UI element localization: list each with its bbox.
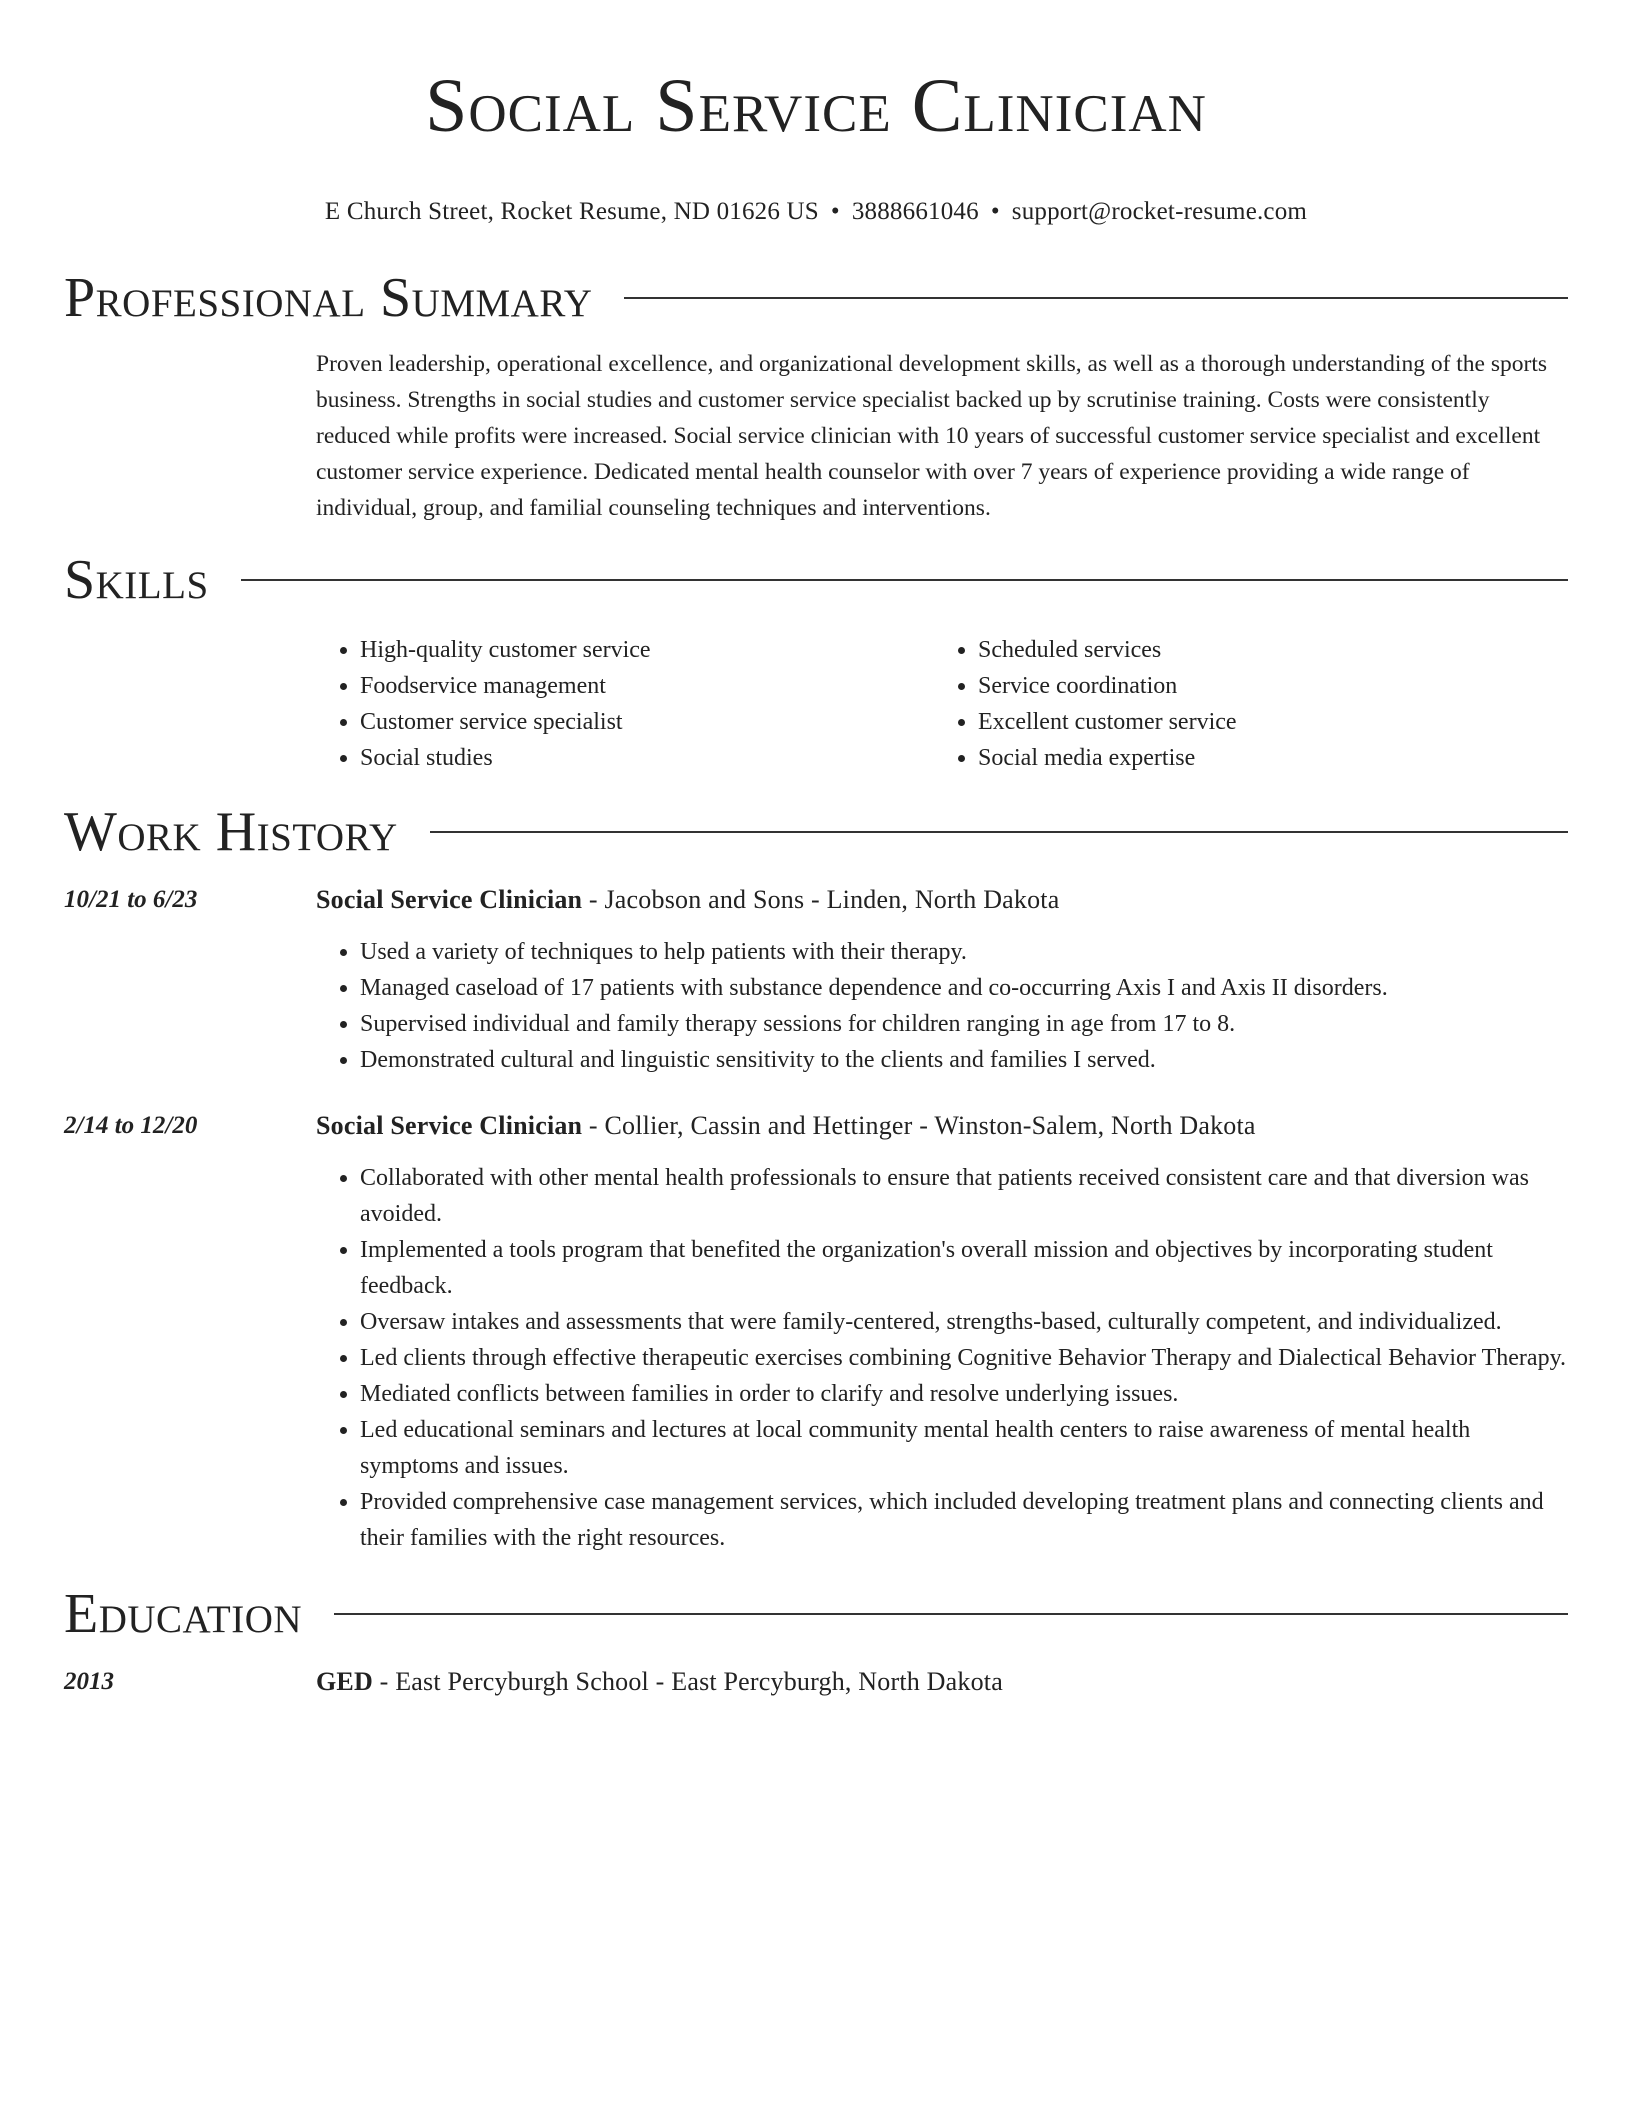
skill-item: • Customer service specialist xyxy=(360,704,934,740)
job-title: Social Service Clinician xyxy=(316,1111,583,1140)
skills-heading: Skills xyxy=(64,549,209,611)
education-details: - East Percyburgh School - East Percyburgh, North Dakota xyxy=(372,1667,1003,1696)
summary-section-header xyxy=(64,266,1568,330)
job-bullet: • Oversaw intakes and assessments that were family-centered, strengths-based, culturally competent, and individualized. xyxy=(360,1304,1568,1340)
skill-item: • Social media expertise xyxy=(978,740,1552,776)
section-divider xyxy=(430,831,1568,833)
work-heading: Work History xyxy=(64,801,398,863)
address: E Church Street, Rocket Resume, ND 01626 US xyxy=(324,198,819,225)
job-bullet: • Collaborated with other mental health professionals to ensure that patients received consistent care and that diversion was avoided. xyxy=(360,1160,1568,1232)
job-title-line xyxy=(316,1108,1568,1144)
skill-item: • Scheduled services xyxy=(978,632,1552,668)
phone: 3888661046 xyxy=(851,198,979,225)
job-entry xyxy=(64,882,1568,1078)
job-title: Social Service Clinician xyxy=(316,885,583,914)
separator-bullet: • xyxy=(990,198,1000,225)
contact-line xyxy=(64,196,1568,228)
job-bullet: • Managed caseload of 17 patients with substance dependence and co-occurring Axis I and Axis II disorders. xyxy=(360,970,1568,1006)
skills-column-left xyxy=(316,632,934,776)
job-bullet: • Implemented a tools program that benefited the organization's overall mission and objectives by incorporating student feedback. xyxy=(360,1232,1568,1304)
education-entry xyxy=(64,1664,1568,1700)
section-divider xyxy=(334,1613,1568,1615)
skill-item: • High-quality customer service xyxy=(360,632,934,668)
email: support@rocket-resume.com xyxy=(1011,198,1308,225)
skill-item: • Foodservice management xyxy=(360,668,934,704)
job-bullet: • Supervised individual and family therapy sessions for children ranging in age from 17 to 8. xyxy=(360,1006,1568,1042)
skill-item: • Social studies xyxy=(360,740,934,776)
summary-text: Proven leadership, operational excellence, and organizational development skills, as well as a thorough understanding of the sports business. Strengths in social studies and customer service specialist backed up by scrutinise training. Costs were consistently reduced while profits were increased. Social service clinician with 10 years of successful customer service specialist and excellent customer service experience. Dedicated mental health counselor with over 7 years of experience providing a wide range of individual, group, and familial counseling techniques and interventions. xyxy=(316,351,1548,521)
education-line xyxy=(316,1664,1568,1700)
job-bullet: • Mediated conflicts between families in order to clarify and resolve underlying issues. xyxy=(360,1376,1568,1412)
job-details: - Jacobson and Sons - Linden, North Dakota xyxy=(582,885,1060,914)
education-heading: Education xyxy=(64,1583,303,1645)
education-section-header xyxy=(64,1582,1568,1646)
job-bullet: • Provided comprehensive case management services, which included developing treatment plans and connecting clients and their families with the right resources. xyxy=(360,1484,1568,1556)
education-year: 2013 xyxy=(64,1668,114,1695)
job-bullets xyxy=(316,934,1568,1078)
education-degree: GED xyxy=(316,1667,373,1696)
job-bullet: • Demonstrated cultural and linguistic sensitivity to the clients and families I served. xyxy=(360,1042,1568,1078)
job-bullet: • Led clients through effective therapeutic exercises combining Cognitive Behavior Therapy and Dialectical Behavior Therapy. xyxy=(360,1340,1568,1376)
section-divider xyxy=(624,297,1568,299)
work-section-header xyxy=(64,800,1568,864)
skills-list xyxy=(316,632,1568,776)
job-dates: 2/14 to 12/20 xyxy=(64,1112,198,1139)
skills-column-right xyxy=(934,632,1552,776)
job-bullet: • Used a variety of techniques to help patients with their therapy. xyxy=(360,934,1568,970)
job-details: - Collier, Cassin and Hettinger - Winston-Salem, North Dakota xyxy=(582,1111,1256,1140)
job-bullets xyxy=(316,1160,1568,1556)
job-main xyxy=(316,1108,1568,1556)
summary-heading: Professional Summary xyxy=(64,267,593,329)
skill-item: • Service coordination xyxy=(978,668,1552,704)
skill-item: • Excellent customer service xyxy=(978,704,1552,740)
job-entry xyxy=(64,1108,1568,1556)
section-divider xyxy=(241,579,1568,581)
education-main xyxy=(316,1664,1568,1700)
job-bullet: • Led educational seminars and lectures at local community mental health centers to raise awareness of mental health symptoms and issues. xyxy=(360,1412,1568,1484)
job-main xyxy=(316,882,1568,1078)
separator-bullet: • xyxy=(830,198,840,225)
job-title-line xyxy=(316,882,1568,918)
skills-section-header xyxy=(64,548,1568,612)
candidate-name: Social Service Clinician xyxy=(425,64,1207,148)
job-dates: 10/21 to 6/23 xyxy=(64,886,198,913)
